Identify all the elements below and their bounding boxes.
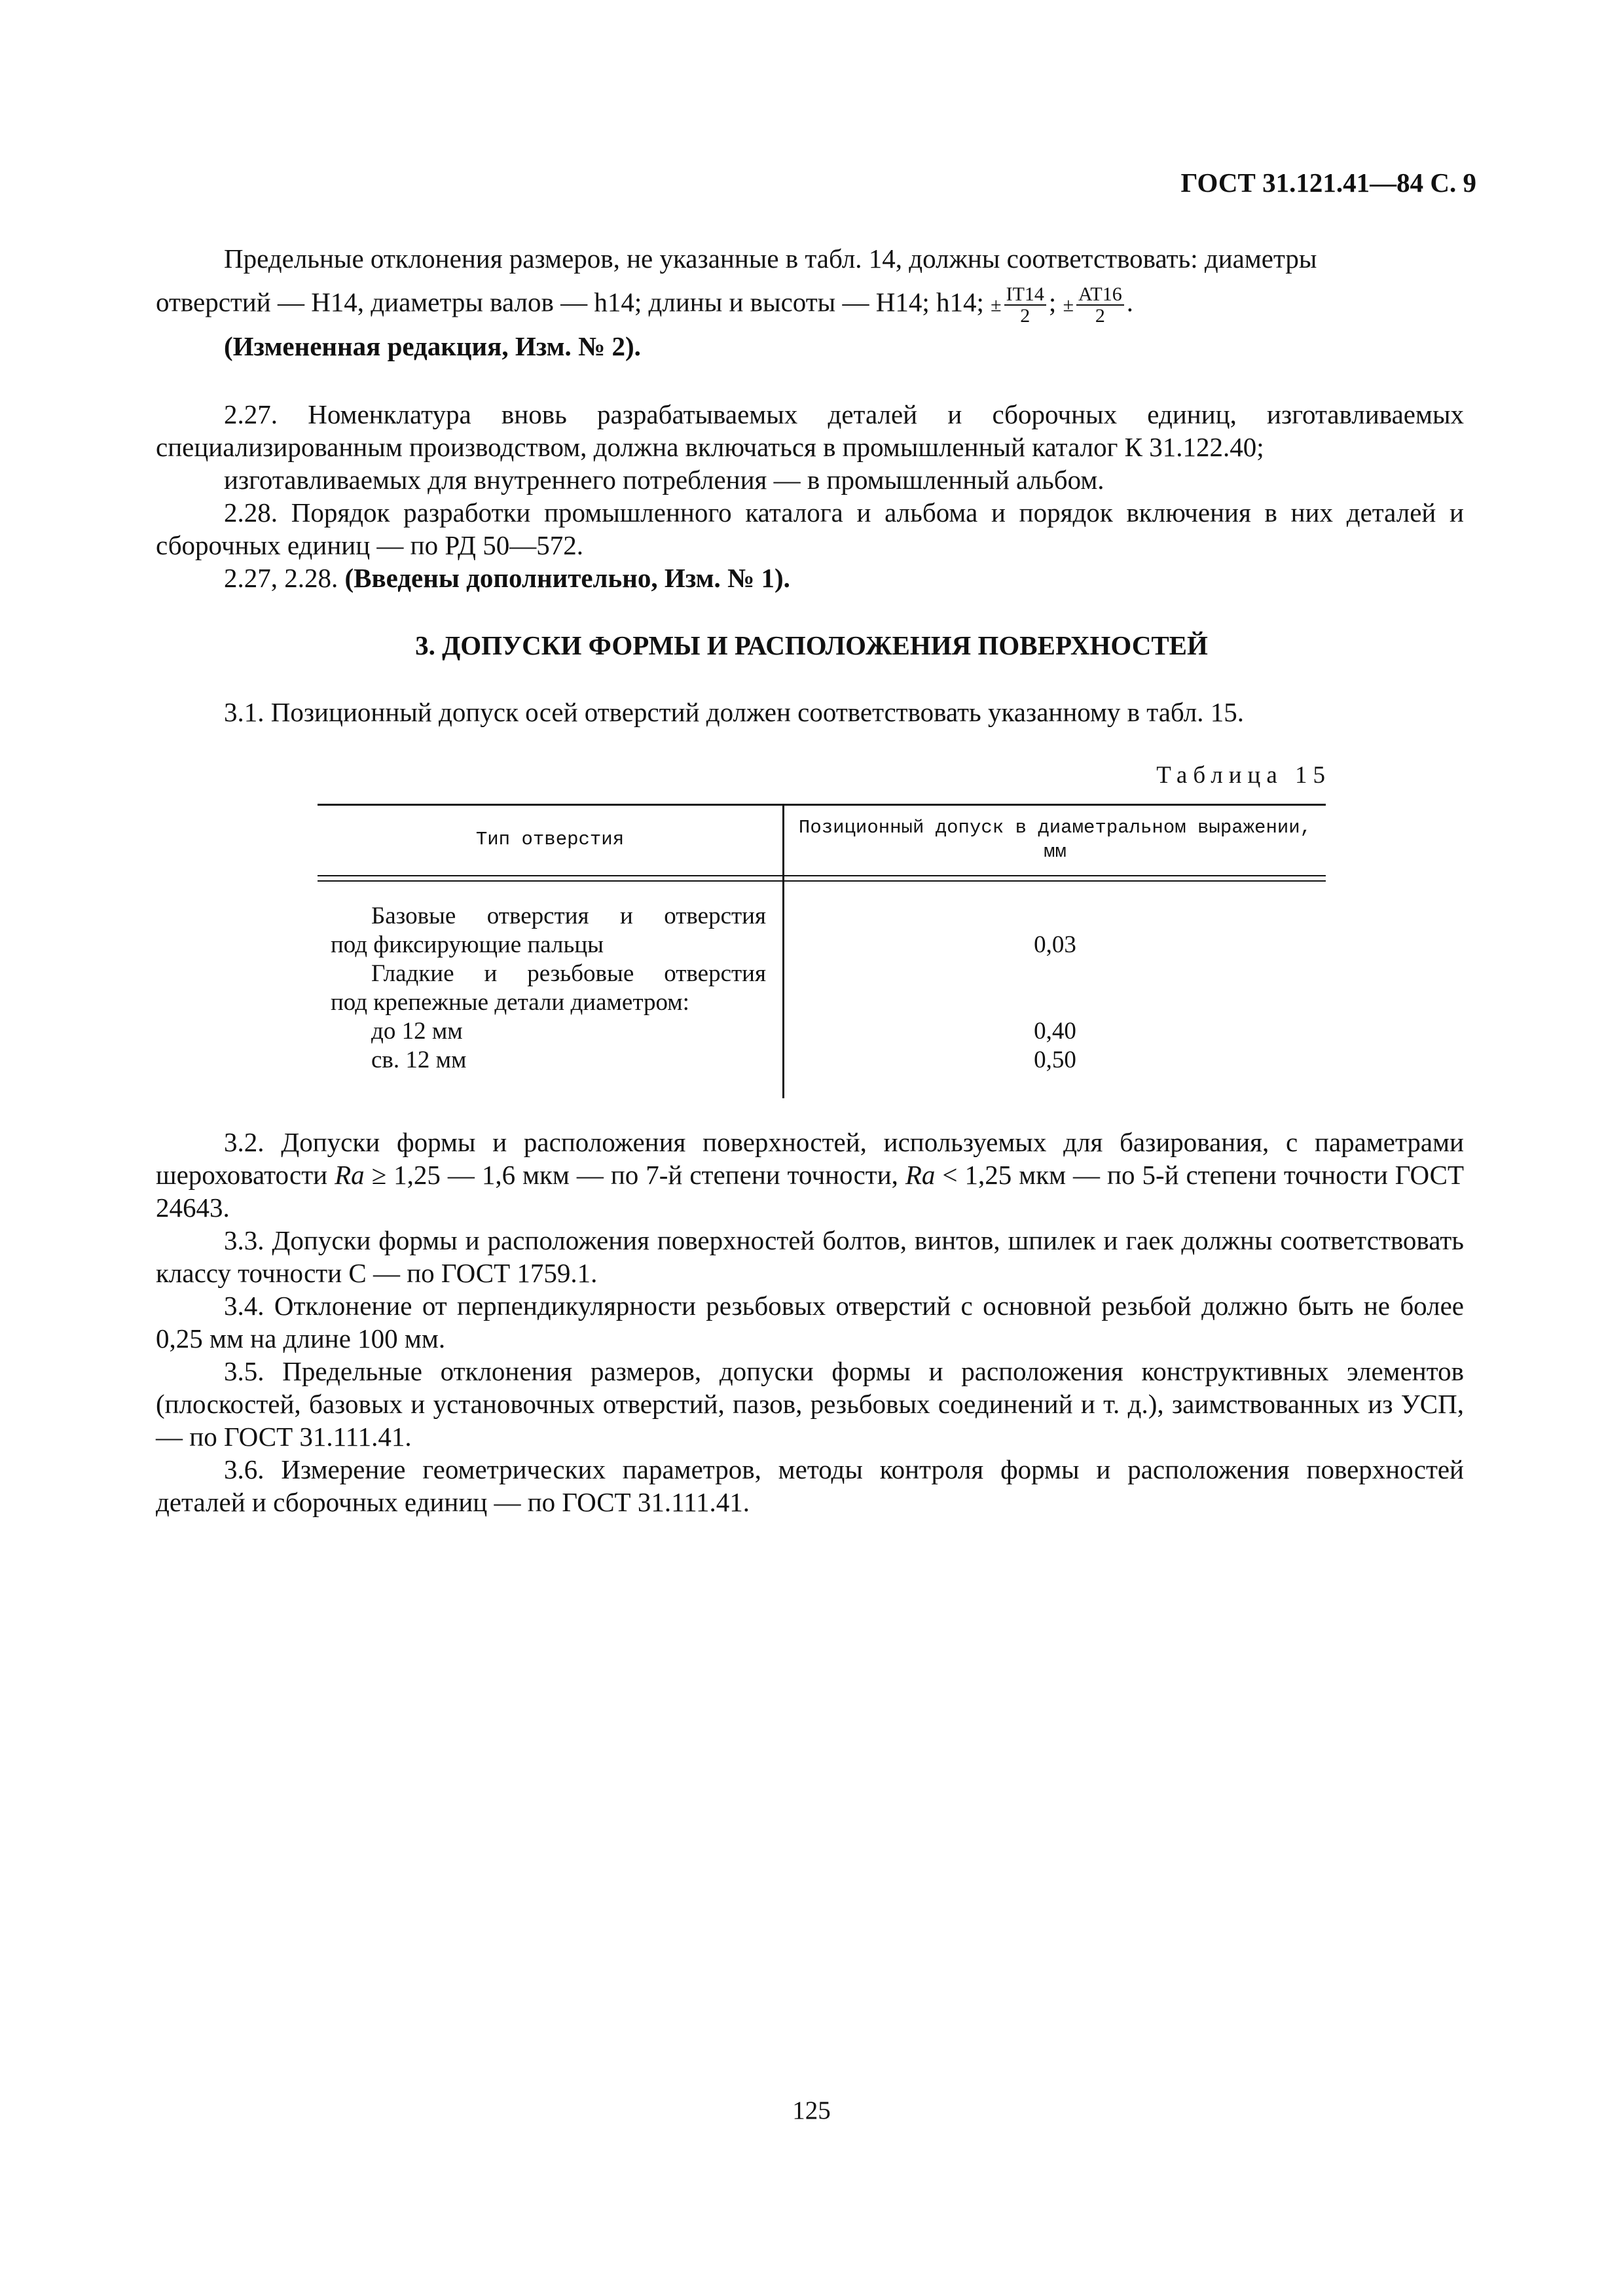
table-header-rule-2 [318,880,1326,882]
amendment-1-prefix: 2.27, 2.28. [224,563,345,593]
paragraph-amendment-1 [156,562,1464,594]
fraction-at16-numerator: AT16 [1076,284,1124,306]
table-top-rule [318,804,1326,806]
row4-value: 0,50 [1034,1047,1076,1073]
row1-label-line2: под фиксирующие пальцы [331,931,604,958]
plus-minus-sign-1: ± [991,294,1002,316]
section-3-title: 3. ДОПУСКИ ФОРМЫ И РАСПОЛОЖЕНИЯ ПОВЕРХНОСТЕЙ [415,630,1208,660]
paragraph-3-1: 3.1. Позиционный допуск осей отверстий должен соответствовать указанному в табл. 15. [224,697,1244,727]
paragraph-3-6: 3.6. Измерение геометрических параметров, методы контроля формы и расположения поверхностей деталей и сборочных единиц — по ГОСТ 31.111.41. [156,1454,1464,1517]
table-header-rule-1 [318,875,1326,876]
row3-value: 0,40 [1034,1018,1076,1045]
ra-symbol-1: Ra [335,1160,365,1190]
table-header-tolerance: Позиционный допуск в диаметральном выражении, мм [798,817,1312,863]
paragraph-3-2-part-b: ≥ 1,25 — 1,6 мкм — по 7-й степени точности, [364,1160,905,1190]
ra-symbol-2: Ra [905,1160,936,1190]
paragraph-3-2-part-a: 3.2. Допуски формы и расположения поверхностей, используемых для базирования, с параметрами шероховатости [156,1127,1464,1190]
fraction-it14 [1004,284,1046,326]
paragraph-3-2-part-c: < 1,25 мкм — по 5-й степени точности ГОСТ 24643. [156,1160,1464,1223]
paragraph-2-27-continued: изготавливаемых для внутреннего потребления — в промышленный альбом. [224,465,1104,495]
table-header-hole-type: Тип отверстия [475,829,625,850]
paragraph-2-28: 2.28. Порядок разработки промышленного каталога и альбома и порядок включения в них деталей и сборочных единиц — по РД 50—572. [156,497,1464,560]
period: . [1126,287,1133,317]
page-header: ГОСТ 31.121.41—84 С. 9 [1180,168,1476,198]
fraction-at16 [1076,284,1124,326]
plus-minus-sign-2: ± [1063,294,1074,316]
paragraph-3-5: 3.5. Предельные отклонения размеров, допуски формы и расположения конструктивных элементов (плоскостей, базовых и установочных отверстий, пазов, резьбовых соединений и т. д.), заимствованных из УСП, — по ГОСТ 31.111.41. [156,1356,1464,1452]
row1-value: 0,03 [1034,931,1076,958]
section3-paragraphs [156,1126,1464,1518]
paragraph-2-27: 2.27. Номенклатура вновь разрабатываемых деталей и сборочных единиц, изготавливаемых специализированным производством, должна включаться в промышленный каталог К 31.122.40; [156,399,1464,462]
row1-label-line1: Базовые отверстия и отверстия [371,903,766,929]
intro-block [156,242,1464,363]
intro-line-1: Предельные отклонения размеров, не указанные в табл. 14, должны соответствовать: диаметры [224,243,1317,274]
semicolon: ; [1048,287,1057,317]
table-15-caption: Таблица 15 [1156,762,1331,789]
fraction-it14-denominator: 2 [1020,305,1030,327]
intro-line-2 [156,284,1464,326]
paragraph-3-1-block [156,696,1464,728]
paragraph-3-2 [156,1126,1464,1224]
intro-line-2-text: отверстий — H14, диаметры валов — h14; длины и высоты — H14; h14; [156,287,984,317]
paragraph-3-3: 3.3. Допуски формы и расположения поверхностей болтов, винтов, шпилек и гаек должны соответствовать классу точности С — по ГОСТ 1759.1. [156,1225,1464,1288]
row3-label: до 12 мм [371,1018,463,1045]
table-15 [318,804,1326,1098]
table-row-base-holes-label [331,902,766,1075]
amendment-note-2: (Измененная редакция, Изм. № 2). [224,331,641,361]
page-number: 125 [792,2096,831,2125]
row2-label-line1: Гладкие и резьбовые отверстия [371,960,766,987]
section2-tail [156,398,1464,594]
fraction-at16-denominator: 2 [1095,305,1105,327]
row2-label-line2: под крепежные детали диаметром: [331,989,689,1016]
amendment-1-note: (Введены дополнительно, Изм. № 1). [344,563,790,593]
row4-label: св. 12 мм [371,1047,467,1073]
fraction-it14-numerator: IT14 [1004,284,1046,306]
paragraph-3-4: 3.4. Отклонение от перпендикулярности резьбовых отверстий с основной резьбой должно быть не более 0,25 мм на длине 100 мм. [156,1291,1464,1354]
